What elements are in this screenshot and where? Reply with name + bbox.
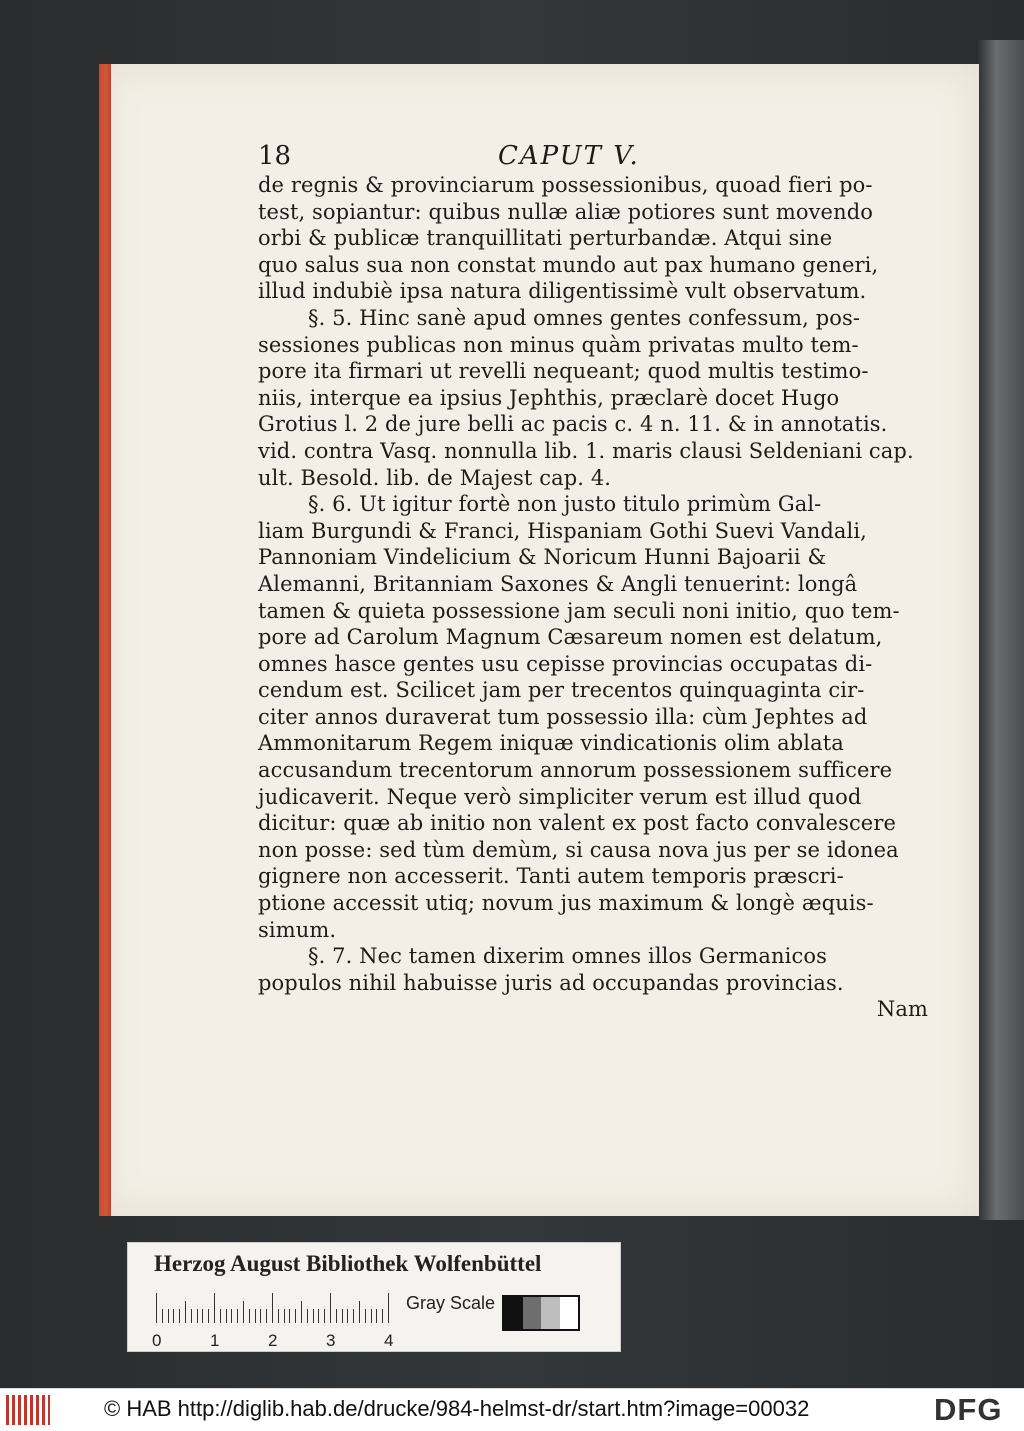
ruler-tick [278, 1309, 279, 1323]
ruler-tick [336, 1309, 337, 1323]
text-line: sessiones publicas non minus quàm privatas multo tem- [258, 332, 859, 357]
text-line: non posse: sed tùm demùm, si causa nova jus per se idonea [258, 837, 899, 862]
ruler-tick [255, 1309, 256, 1323]
ruler-tick [168, 1309, 169, 1323]
text-line: citer annos duraverat tum possessio illa: cùm Jephtes ad [258, 704, 868, 729]
ruler-tick [313, 1309, 314, 1323]
text-line: populos nihil habuisse juris ad occupandas provincias. [258, 970, 844, 995]
text-line: accusandum trecentorum annorum possessionem sufficere [258, 758, 893, 783]
ruler-tick [173, 1309, 174, 1323]
ruler-tick [376, 1309, 377, 1323]
text-line: omnes hasce gentes usu cepisse provincias occupatas di- [258, 651, 873, 676]
red-page-edge [99, 64, 111, 1216]
text-line: Alemanni, Britanniam Saxones & Angli tenuerint: longâ [258, 571, 858, 596]
ruler-tick [220, 1309, 221, 1323]
page-text-block [258, 140, 928, 1023]
grayscale-swatch [541, 1297, 560, 1329]
ruler-tick [237, 1309, 238, 1323]
ruler-tick [266, 1309, 267, 1323]
ruler-tick [208, 1309, 209, 1323]
catchword: Nam [876, 997, 928, 1022]
text-line: Pannoniam Vindelicium & Noricum Hunni Bajoarii & [258, 545, 827, 570]
ruler-tick [289, 1309, 290, 1323]
grayscale-swatch [523, 1297, 542, 1329]
ruler-tick [249, 1309, 250, 1323]
text-line: pore ita firmari ut revelli nequeant; quod multis testimo- [258, 359, 869, 384]
ruler-number: 2 [268, 1331, 278, 1350]
text-line: cendum est. Scilicet jam per trecentos quinquaginta cir- [258, 678, 865, 703]
ruler-number: 4 [384, 1331, 394, 1350]
ruler-tick [214, 1293, 215, 1323]
text-line: vid. contra Vasq. nonnulla lib. 1. maris clausi Seldeniani cap. [258, 438, 914, 463]
ruler-tick [307, 1309, 308, 1323]
body-text [258, 172, 928, 996]
grayscale-label: Gray Scale [406, 1293, 496, 1313]
ruler-tick [382, 1309, 383, 1323]
ruler-tick [197, 1309, 198, 1323]
ruler-tick [191, 1309, 192, 1323]
ruler-tick [371, 1309, 372, 1323]
text-line: pore ad Carolum Magnum Cæsareum nomen est delatum, [258, 625, 883, 650]
grayscale-swatch [560, 1297, 579, 1329]
adjacent-page-edge [978, 40, 1024, 1220]
text-line: Grotius l. 2 de jure belli ac pacis c. 4 n. 11. & in annotatis. [258, 412, 888, 437]
text-line: §. 7. Nec tamen dixerim omnes illos Germanicos [308, 944, 827, 969]
text-line: liam Burgundi & Franci, Hispaniam Gothi Suevi Vandali, [258, 518, 867, 543]
grayscale-bar [502, 1295, 580, 1331]
ruler-tick [318, 1309, 319, 1323]
text-line: tamen & quieta possessione jam seculi noni initio, quo tem- [258, 598, 900, 623]
text-line: §. 5. Hinc sanè apud omnes gentes confessum, pos- [308, 305, 861, 330]
ruler-number: 0 [152, 1331, 162, 1350]
text-line: simum. [258, 917, 337, 942]
ruler-tick [295, 1309, 296, 1323]
text-line: quo salus sua non constat mundo aut pax humano generi, [258, 252, 879, 277]
library-color-card [127, 1242, 621, 1352]
ruler-tick [324, 1309, 325, 1323]
text-line: illud indubiè ipsa natura diligentissimè vult observatum. [258, 279, 867, 304]
text-line: ptione accessit utiq; novum jus maximum & longè æquis- [258, 891, 874, 916]
ruler-tick [162, 1309, 163, 1323]
text-line: orbi & publicæ tranquillitati perturbandæ. Atqui sine [258, 226, 833, 251]
grayscale-swatch [504, 1297, 523, 1329]
text-line: judicaverit. Neque verò simpliciter verum est illud quod [258, 784, 862, 809]
ruler-tick [359, 1301, 360, 1323]
page-number: 18 [258, 141, 292, 171]
text-line: niis, interque ea ipsius Jephthis, præclarè docet Hugo [258, 385, 840, 410]
ruler-tick [179, 1309, 180, 1323]
footer-citation[interactable]: © HAB http://diglib.hab.de/drucke/984-helmst-dr/start.htm?image=00032 [104, 1396, 810, 1421]
ruler-tick [365, 1309, 366, 1323]
ruler-number: 1 [210, 1331, 220, 1350]
footer-bar [0, 1388, 1024, 1431]
ruler-tick [231, 1309, 232, 1323]
dfg-logo: DFG [934, 1392, 1003, 1427]
ruler-tick [272, 1293, 273, 1323]
ruler-tick [342, 1309, 343, 1323]
ruler-tick [347, 1309, 348, 1323]
text-line: Ammonitarum Regem iniquæ vindicationis olim ablata [258, 731, 844, 756]
text-line: de regnis & provinciarum possessionibus, quoad fieri po- [258, 173, 873, 197]
scale-ruler [156, 1293, 388, 1323]
text-line: dicitur: quæ ab initio non valent ex post facto convalescere [258, 811, 896, 836]
text-line: gignere non accesserit. Tanti autem temporis præscri- [258, 864, 844, 889]
ruler-tick [226, 1309, 227, 1323]
ruler-tick [156, 1293, 157, 1323]
library-barcode-icon [6, 1395, 50, 1425]
text-line: §. 6. Ut igitur fortè non justo titulo primùm Gal- [308, 492, 822, 517]
ruler-tick [260, 1309, 261, 1323]
ruler-tick [330, 1293, 331, 1323]
ruler-tick [185, 1301, 186, 1323]
text-line: test, sopiantur: quibus nullæ aliæ potiores sunt movendo [258, 199, 873, 224]
ruler-number: 3 [326, 1331, 336, 1350]
text-line: ult. Besold. lib. de Majest cap. 4. [258, 465, 612, 490]
ruler-tick [388, 1293, 389, 1323]
ruler-tick [202, 1309, 203, 1323]
ruler-tick [284, 1309, 285, 1323]
chapter-title: CAPUT V. [498, 141, 640, 171]
library-name: Herzog August Bibliothek Wolfenbüttel [154, 1251, 542, 1276]
ruler-tick [243, 1301, 244, 1323]
ruler-tick [301, 1301, 302, 1323]
page-header [258, 140, 928, 172]
ruler-tick [353, 1309, 354, 1323]
